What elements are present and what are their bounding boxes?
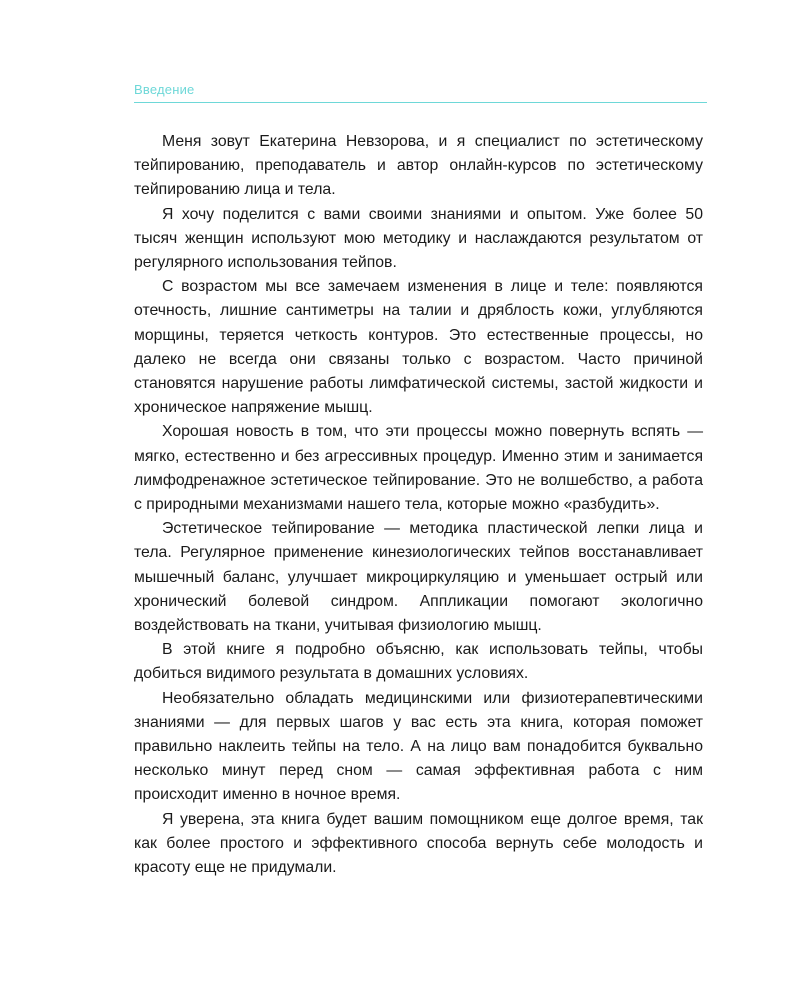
paragraph-7: Необязательно обладать медицинскими или физиотерапевтическими знаниями — для первых шагов у вас есть эта книга, которая поможет правильно наклеить тейпы на тело. А на лицо вам понадобится буквально несколько минут перед сном — самая эффективная работа с ним происходит именно в ночное время.: [134, 689, 703, 804]
header-rule: [134, 102, 707, 103]
paragraph-6: В этой книге я подробно объясню, как использовать тейпы, чтобы добиться видимого результата в домашних условиях.: [134, 641, 703, 683]
paragraph-2: Я хочу поделится с вами своими знаниями и опытом. Уже более 50 тысяч женщин используют мою методику и наслаждаются результатом от регулярного использования тейпов.: [134, 205, 703, 272]
paragraph-3: С возрастом мы все замечаем изменения в лице и теле: появляются отечность, лишние сантиметры на талии и дряблость кожи, углубляются морщины, теряется четкость контуров. Это естественные процессы, но далеко не всегда они связаны только с возрастом. Часто причиной становятся нарушение работы лимфатической системы, застой жидкости и хроническое напряжение мышц.: [134, 278, 703, 417]
paragraph-8: Я уверена, эта книга будет вашим помощником еще долгое время, так как более простого и эффективного способа вернуть себе молодость и красоту еще не придумали.: [134, 810, 703, 877]
paragraph-4: Хорошая новость в том, что эти процессы можно повернуть вспять — мягко, естественно и без агрессивных процедур. Именно этим и занимается лимфодренажное эстетическое тейпирование. Это не волшебство, а работа с природными механизмами нашего тела, которые можно «разбудить».: [134, 423, 703, 514]
running-head: Введение: [134, 82, 195, 97]
body-text: [134, 130, 703, 880]
paragraph-1: Меня зовут Екатерина Невзорова, и я специалист по эстетическому тейпированию, преподаватель и автор онлайн-курсов по эстетическому тейпированию лица и тела.: [134, 133, 703, 199]
paragraph-5: Эстетическое тейпирование — методика пластической лепки лица и тела. Регулярное применение кинезиологических тейпов восстанавливает мышечный баланс, улучшает микроциркуляцию и уменьшает острый или хронический болевой синдром. Аппликации помогают экологично воздействовать на ткани, учитывая физиологию мышц.: [134, 520, 703, 635]
